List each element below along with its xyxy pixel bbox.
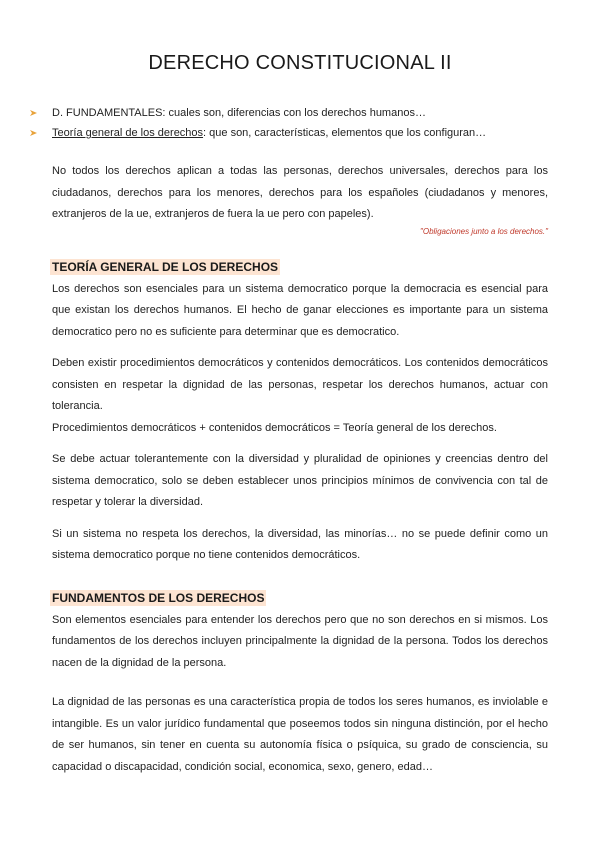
- list-item-underlined-text: Teoría general de los derechos: [52, 127, 204, 139]
- list-item-text: : que son, características, elementos que los configuran…: [203, 127, 487, 139]
- arrow-bullet-icon: [30, 129, 38, 137]
- section-fundamentos: [52, 589, 548, 779]
- document-title: DERECHO CONSTITUCIONAL II: [148, 52, 452, 74]
- list-item: [52, 103, 548, 123]
- arrow-bullet-icon: [30, 109, 38, 117]
- intro-paragraph: No todos los derechos aplican a todas las personas, derechos universales, derechos para los ciudadanos, derechos para los menores, derechos para los españoles (ciudadanos y menores, extranjeros de la ue, extranjeros de fuera la ue pero con papeles).: [52, 165, 548, 220]
- paragraph: Si un sistema no respeta los derechos, la diversidad, las minorías… no se puede definir como un sistema democratico porque no tiene contenidos democráticos.: [52, 527, 548, 561]
- paragraph: Se debe actuar tolerantemente con la diversidad y pluralidad de opiniones y creencias dentro del sistema democratico, solo se deben establecer unos principios mínimos de convivencia con tal de respetar y tolerar la diversidad.: [52, 453, 548, 508]
- paragraph: Procedimientos democráticos + contenidos democráticos = Teoría general de los derechos.: [52, 421, 497, 434]
- section-heading: TEORÍA GENERAL DE LOS DERECHOS: [52, 259, 279, 274]
- topic-list: [52, 103, 548, 143]
- paragraph: La dignidad de las personas es una característica propia de todos los seres humanos, es inviolable e intangible. Es un valor jurídico fundamental que poseemos todos sin ninguna distinción, por el hecho de ser humanos, sin tener en cuenta su autonomía física o psíquica, su grado de consciencia, su capacidad o discapacidad, condición social, economica, sexo, genero, edad…: [52, 696, 548, 773]
- quote-note: "Obligaciones junto a los derechos.": [420, 226, 548, 236]
- list-item: [52, 123, 548, 143]
- paragraph: Deben existir procedimientos democráticos y contenidos democráticos. Los contenidos democráticos consisten en respetar la dignidad de las personas, respetar los derechos humanos, actuar con tolerancia.: [52, 357, 548, 412]
- list-item-text: D. FUNDAMENTALES: cuales son, diferencias con los derechos humanos…: [52, 107, 426, 119]
- section-teoria: [52, 258, 548, 567]
- paragraph: Los derechos son esenciales para un sistema democratico porque la democracia es esencial para que existan los derechos humanos. El hecho de ganar elecciones es importante para un sistema democratico pero no es suficiente para determinar que es democratico.: [52, 282, 548, 338]
- section-heading: FUNDAMENTOS DE LOS DERECHOS: [52, 590, 265, 605]
- paragraph: Son elementos esenciales para entender los derechos pero que no son derechos en si mismos. Los fundamentos de los derechos incluyen principalmente la dignidad de la persona. Todos los derechos nacen de la dignidad de la persona.: [52, 613, 548, 669]
